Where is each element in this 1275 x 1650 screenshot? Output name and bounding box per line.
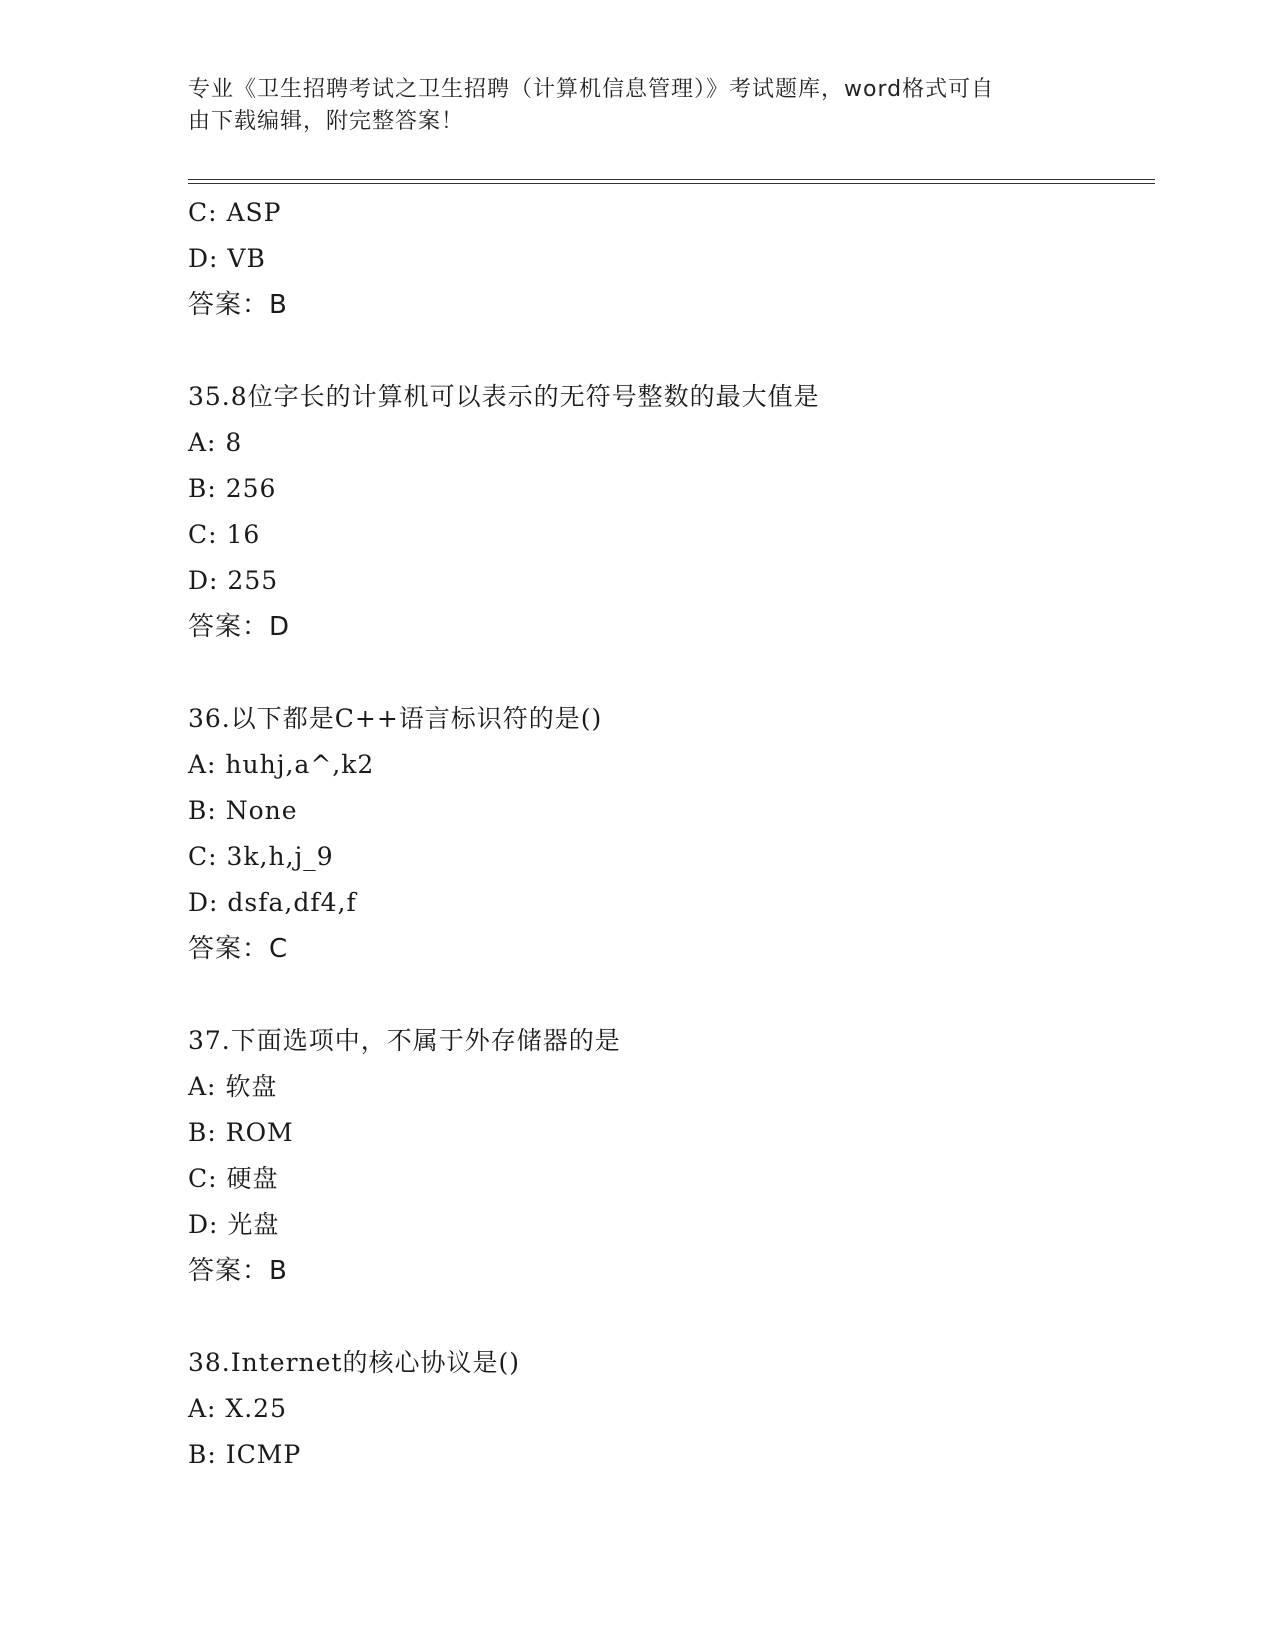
header-divider	[188, 179, 1155, 184]
option-c: C: 硬盘	[188, 1164, 279, 1193]
spacer	[188, 328, 1148, 374]
answer-label: 答案：B	[188, 290, 288, 320]
option-d: D: 255	[188, 566, 279, 595]
option-d: D: VB	[188, 244, 266, 273]
question-35	[188, 374, 1148, 650]
option-d: D: dsfa,df4,f	[188, 888, 357, 917]
answer-label: 答案：B	[188, 1256, 288, 1286]
option-c: C: ASP	[188, 198, 282, 227]
option-b: B: 256	[188, 474, 277, 503]
question-stem: 36.以下都是C++语言标识符的是()	[188, 704, 603, 733]
spacer	[188, 972, 1148, 1018]
option-a: A: 软盘	[188, 1072, 278, 1101]
option-a: A: X.25	[188, 1394, 287, 1423]
option-b: B: ICMP	[188, 1440, 302, 1469]
header-title-line-2: 由下载编辑，附完整答案！	[188, 109, 465, 134]
answer-label: 答案：C	[188, 934, 289, 964]
question-stem: 35.8位字长的计算机可以表示的无符号整数的最大值是	[188, 382, 820, 411]
previous-question-tail	[188, 190, 1148, 328]
option-a: A: 8	[188, 428, 243, 457]
option-c: C: 16	[188, 520, 261, 549]
option-d: D: 光盘	[188, 1210, 280, 1239]
question-36	[188, 696, 1148, 972]
option-a: A: huhj,a^,k2	[188, 750, 375, 779]
header-title-line-1: 专业《卫生招聘考试之卫生招聘（计算机信息管理）》考试题库，word格式可自	[188, 77, 995, 102]
question-stem: 37.下面选项中，不属于外存储器的是	[188, 1026, 621, 1055]
document-header	[188, 74, 1068, 138]
spacer	[188, 1294, 1148, 1340]
spacer	[188, 650, 1148, 696]
option-b: B: ROM	[188, 1118, 294, 1147]
question-38	[188, 1340, 1148, 1478]
question-list	[188, 190, 1148, 1478]
answer-label: 答案：D	[188, 612, 291, 642]
question-stem: 38.Internet的核心协议是()	[188, 1348, 520, 1377]
option-c: C: 3k,h,j_9	[188, 842, 334, 871]
question-37	[188, 1018, 1148, 1294]
option-b: B: None	[188, 796, 298, 825]
